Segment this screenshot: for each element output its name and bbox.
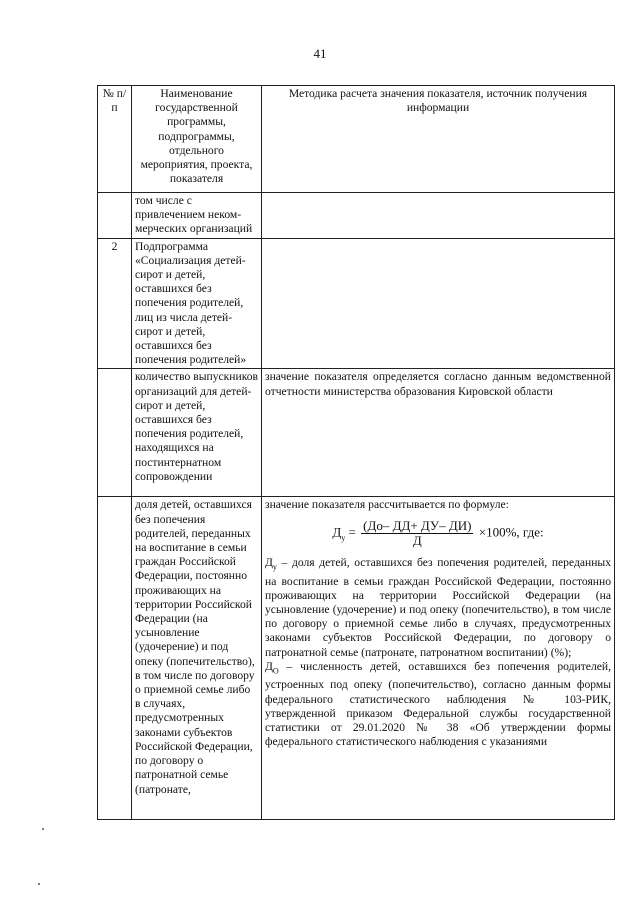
scan-speck: [38, 883, 40, 885]
table-row: [98, 369, 615, 497]
row-name: Подпрограмма «Социализация детей-сирот и детей, оставшихся без попечения родителей, лиц из числа детей-сирот и детей, оставшихся без попечения родителей»: [132, 238, 262, 369]
table-header-row: [98, 86, 615, 193]
definition-du: [265, 556, 611, 660]
table-row: [98, 497, 615, 820]
row-num: 2: [98, 238, 132, 369]
formula: $Д_у$ = $\frac{(До- ДД+ ДУ- ДИ)}{Д}$ ×100%, где:: [332, 517, 544, 548]
row-num: [98, 369, 132, 497]
def1-text: – доля детей, оставшихся без попечения родителей, переданных на воспитание в семьи граждан Российской Федерации, постоянно проживающих на территории Российской Федерации (на усыновление (удочерение) и под опеку (попечительство), в том числе по договору о приемной семье либо в случаях, предусмотренных законами субъектов Российской Федерации, по договору о патронатной семье (патронате, патронатном воспитании) (%);: [265, 556, 611, 659]
header-num: № п/п: [98, 86, 132, 193]
formula-intro: значение показателя рассчитывается по формуле:: [265, 498, 509, 512]
row-method: [262, 238, 615, 369]
row-name: том числе с привлечением неком-мерческих организаций: [132, 193, 262, 239]
table-row: [98, 193, 615, 239]
row-num: [98, 193, 132, 239]
formula-numerator: (До– ДД+ ДУ– ДИ): [363, 517, 472, 533]
row-method: значение показателя определяется согласно данным ведомственной отчетности министерства образования Кировской области: [262, 369, 615, 497]
def2-text: – численность детей, оставшихся без попечения родителей, устроенных под опеку (попечительство), согласно данным формы федерального статистического наблюдения № 103-РИК, утвержденной приказом Федеральной службы государственной статистики от 29.01.2020 № 38 «Об утверждении формы федерального статистического наблюдения с указаниями: [265, 659, 611, 749]
formula-denominator: Д: [412, 532, 422, 548]
formula-tail: ×100%, где:: [478, 524, 544, 540]
def2-symbol: Д: [265, 659, 273, 673]
def1-symbol: Д: [265, 556, 273, 570]
indicators-table: [97, 85, 615, 820]
scan-speck: [42, 828, 44, 830]
row-name: доля детей, оставшихся без попечения родителей, переданных на воспитание в семьи граждан Российской Федерации, постоянно проживающих на территории Российской Федерации (на усыновление (удочерение) и под опеку (попечительство), в том числе по договору о приемной семье либо в случаях, предусмотренных законами субъектов Российской Федерации, по договору о патронатной семье (патронате,: [132, 497, 262, 820]
formula-lhs-sub: у: [341, 532, 346, 542]
header-method: Методика расчета значения показателя, источник получения информации: [262, 86, 615, 193]
table-row: [98, 238, 615, 369]
def1-sub: у: [272, 562, 277, 572]
row-num: [98, 497, 132, 820]
page-number: 41: [313, 46, 327, 61]
definition-do: [265, 660, 611, 750]
formula-fraction: [361, 519, 473, 548]
row-method-formula: [262, 497, 615, 820]
header-name: Наименование государственной программы, подпрограммы, отдельного мероприятия, проекта, показателя: [132, 86, 262, 193]
row-name: количество выпускников организаций для детей-сирот и детей, оставшихся без попечения родителей, находящихся на постинтернатном сопровождении: [132, 369, 262, 497]
formula-lhs: Д: [332, 524, 342, 540]
def2-sub: О: [272, 666, 279, 676]
row-method: [262, 193, 615, 239]
